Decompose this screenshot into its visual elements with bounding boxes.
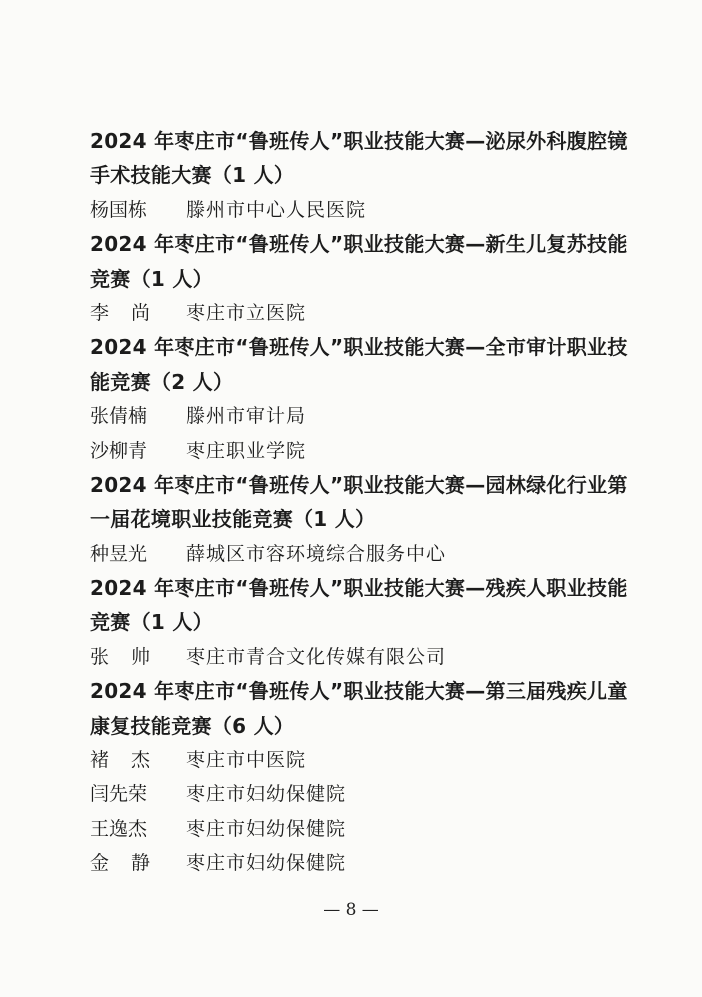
awardee-row [90, 399, 630, 433]
awardee-organization: 薛城区市容环境综合服务中心 [186, 542, 447, 565]
awardee-name: 李尚 [90, 301, 173, 324]
competition-heading-line: 康复技能竞赛（6 人） [90, 713, 295, 738]
awardee-name: 杨国栋 [90, 198, 148, 221]
awardee-organization: 枣庄市青合文化传媒有限公司 [186, 645, 447, 668]
awardee-name: 王逸杰 [90, 817, 148, 840]
awardee-row [90, 296, 630, 330]
awardee-organization: 枣庄市妇幼保健院 [186, 852, 347, 875]
awardee-organization: 枣庄职业学院 [186, 439, 307, 462]
awardee-name: 沙柳青 [90, 439, 148, 462]
competition-heading-line: 一届花境职业技能竞赛（1 人） [90, 507, 376, 532]
competition-heading-line: 竞赛（1 人） [90, 266, 213, 291]
awardee-organization: 枣庄市立医院 [186, 301, 307, 324]
awardee-row [90, 537, 630, 571]
awardee-name: 金静 [90, 852, 173, 875]
competition-heading-line: 2024 年枣庄市“鲁班传人”职业技能大赛—残疾人职业技能 [90, 576, 628, 601]
document-body [90, 124, 630, 881]
awardee-row [90, 434, 630, 468]
awardee-name: 张倩楠 [90, 405, 148, 428]
awardee-organization: 枣庄市妇幼保健院 [186, 783, 347, 806]
page-number: — 8 — [323, 900, 379, 920]
awardee-row [90, 812, 630, 846]
awardee-organization: 枣庄市中医院 [186, 749, 307, 772]
awardee-organization: 枣庄市妇幼保健院 [186, 817, 347, 840]
competition-heading-line: 2024 年枣庄市“鲁班传人”职业技能大赛—第三届残疾儿童 [90, 679, 628, 704]
awardee-row [90, 743, 630, 777]
competition-heading-line: 2024 年枣庄市“鲁班传人”职业技能大赛—泌尿外科腹腔镜 [90, 129, 628, 153]
awardee-row [90, 640, 630, 674]
awardee-name: 张帅 [90, 645, 173, 668]
competition-heading-line: 竞赛（1 人） [90, 610, 213, 635]
awardee-name: 褚杰 [90, 749, 173, 772]
awardee-name: 闫先荣 [90, 783, 148, 806]
competition-heading-line: 能竞赛（2 人） [90, 369, 234, 394]
competition-heading-line: 2024 年枣庄市“鲁班传人”职业技能大赛—新生儿复苏技能 [90, 232, 628, 257]
awardee-organization: 滕州市审计局 [186, 405, 307, 428]
competition-heading-line: 2024 年枣庄市“鲁班传人”职业技能大赛—园林绿化行业第 [90, 472, 628, 497]
awardee-row [90, 777, 630, 811]
awardee-row [90, 846, 630, 880]
competition-heading-line: 2024 年枣庄市“鲁班传人”职业技能大赛—全市审计职业技 [90, 335, 628, 360]
awardee-name: 种昱光 [90, 542, 148, 565]
awardee-organization: 滕州市中心人民医院 [186, 198, 367, 221]
competition-heading-line: 手术技能大赛（1 人） [90, 163, 295, 188]
awardee-row [90, 193, 630, 227]
